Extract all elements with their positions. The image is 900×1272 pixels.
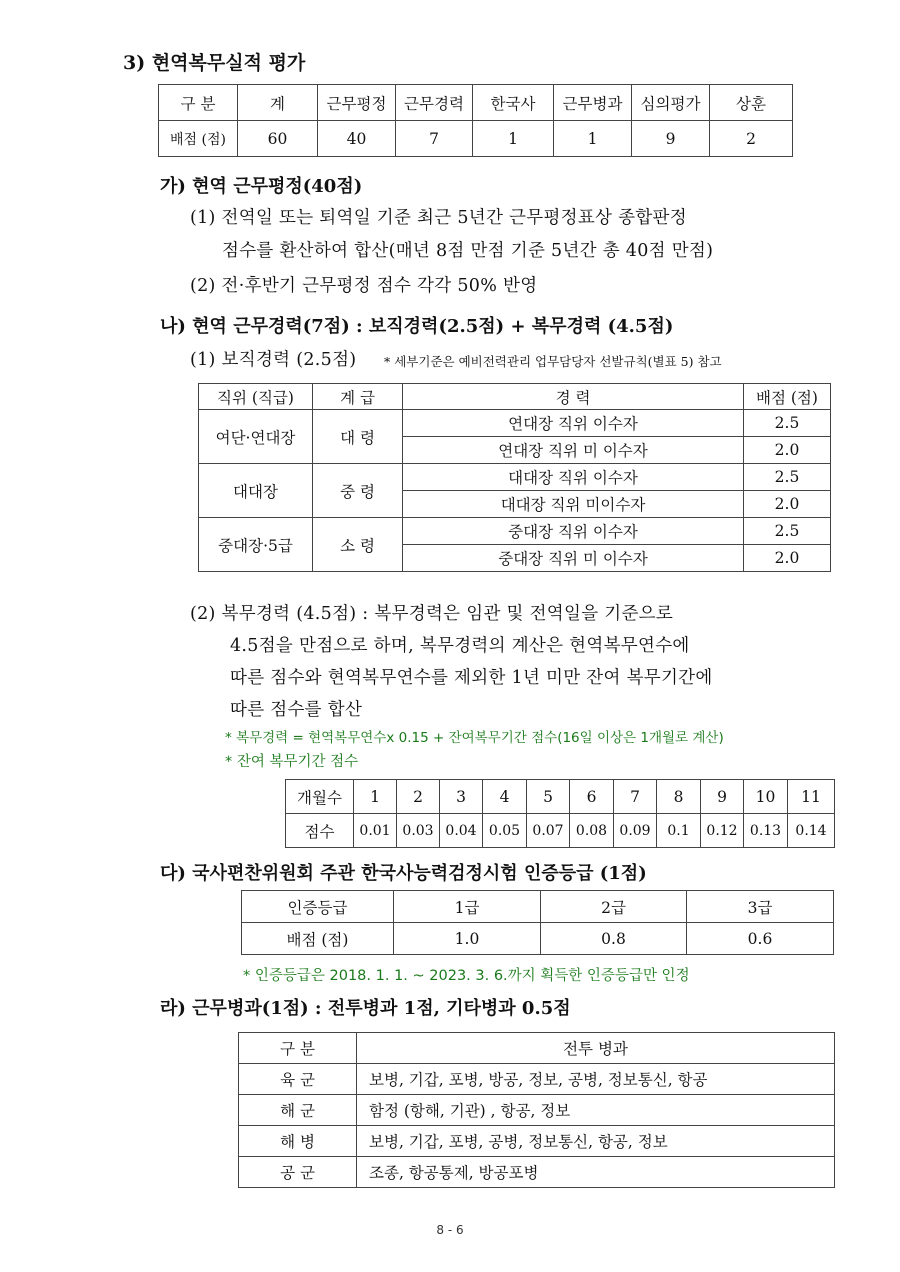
month-score-cell: 0.08 — [570, 814, 614, 848]
month-cell: 3 — [440, 780, 483, 814]
allocation-header: 심의평가 — [632, 85, 710, 121]
branch-header: 구 분 — [239, 1033, 357, 1064]
month-score-cell: 0.13 — [744, 814, 788, 848]
branch-service-cell: 해 병 — [239, 1126, 357, 1157]
page-number: 8 - 6 — [436, 1223, 464, 1237]
month-cell: 1 — [354, 780, 397, 814]
allocation-header: 근무병과 — [554, 85, 632, 121]
career-cell: 연대장 직위 이수자 — [403, 410, 744, 437]
allocation-value: 1 — [473, 121, 554, 157]
na-note-formula: * 복무경력 = 현역복무연수x 0.15 + 잔여복무기간 점수(16일 이상은 1개월로 계산) — [225, 730, 724, 746]
score-cell: 2.0 — [744, 491, 831, 518]
scores-label: 점수 — [286, 814, 354, 848]
month-cell: 4 — [483, 780, 527, 814]
month-cell: 8 — [657, 780, 701, 814]
branch-service-cell: 해 군 — [239, 1095, 357, 1126]
month-cell: 7 — [614, 780, 657, 814]
allocation-header: 계 — [238, 85, 318, 121]
allocation-header: 근무평정 — [318, 85, 396, 121]
na-item-1-note: * 세부기준은 예비전력관리 업무담당자 선발규칙(별표 5) 참고 — [384, 354, 722, 369]
branch-service-cell: 육 군 — [239, 1064, 357, 1095]
allocation-table — [158, 84, 793, 157]
grade-label: 인증등급 — [242, 891, 394, 923]
position-cell: 여단·연대장 — [199, 410, 313, 464]
allocation-header: 상훈 — [710, 85, 793, 121]
branch-value-cell: 보병, 기갑, 포병, 방공, 정보, 공병, 정보통신, 항공 — [357, 1064, 835, 1095]
allocation-header: 구 분 — [159, 85, 238, 121]
allocation-value: 40 — [318, 121, 396, 157]
grade-score-cell: 1.0 — [394, 923, 541, 955]
month-cell: 9 — [701, 780, 744, 814]
position-career-table — [198, 383, 831, 572]
month-score-cell: 0.04 — [440, 814, 483, 848]
da-note: * 인증등급은 2018. 1. 1. ~ 2023. 3. 6.까지 획득한 인증등급만 인정 — [243, 968, 690, 984]
score-cell: 2.0 — [744, 545, 831, 572]
score-cell: 2.5 — [744, 410, 831, 437]
month-score-cell: 0.14 — [788, 814, 835, 848]
score-cell: 2.5 — [744, 464, 831, 491]
grade-score-label: 배점 (점) — [242, 923, 394, 955]
korean-history-table — [241, 890, 834, 955]
branch-value-cell: 함정 (항해, 기관) , 항공, 정보 — [357, 1095, 835, 1126]
month-cell: 6 — [570, 780, 614, 814]
month-cell: 2 — [397, 780, 440, 814]
subsection-ra-title: 라) 근무병과(1점) : 전투병과 1점, 기타병과 0.5점 — [160, 998, 571, 1019]
na-item-2-line-1: (2) 복무경력 (4.5점) : 복무경력은 임관 및 전역일을 기준으로 — [190, 604, 674, 624]
ga-item-2: (2) 전·후반기 근무평정 점수 각각 50% 반영 — [190, 276, 538, 296]
na-note-remaining: * 잔여 복무기간 점수 — [225, 754, 359, 770]
grade-cell: 2급 — [541, 891, 687, 923]
ga-item-1-line-1: (1) 전역일 또는 퇴역일 기준 최근 5년간 근무평정표상 종합판정 — [190, 208, 687, 228]
month-cell: 10 — [744, 780, 788, 814]
allocation-row-label: 배점 (점) — [159, 121, 238, 157]
score-cell: 2.0 — [744, 437, 831, 464]
score-cell: 2.5 — [744, 518, 831, 545]
rank-cell: 중 령 — [313, 464, 403, 518]
career-cell: 대대장 직위 미이수자 — [403, 491, 744, 518]
branch-value-cell: 조종, 항공통제, 방공포병 — [357, 1157, 835, 1188]
month-score-cell: 0.12 — [701, 814, 744, 848]
career-header: 경 력 — [403, 384, 744, 410]
career-cell: 중대장 직위 미 이수자 — [403, 545, 744, 572]
branch-value-cell: 보병, 기갑, 포병, 공병, 정보통신, 항공, 정보 — [357, 1126, 835, 1157]
month-score-cell: 0.07 — [527, 814, 570, 848]
grade-score-cell: 0.8 — [541, 923, 687, 955]
month-cell: 5 — [527, 780, 570, 814]
allocation-header: 한국사 — [473, 85, 554, 121]
remaining-months-table — [285, 779, 835, 848]
na-item-2-line-4: 따른 점수를 합산 — [230, 700, 363, 720]
allocation-value: 1 — [554, 121, 632, 157]
subsection-ga-title: 가) 현역 근무평정(40점) — [160, 176, 363, 197]
na-item-2-line-3: 따른 점수와 현역복무연수를 제외한 1년 미만 잔여 복무기간에 — [230, 668, 713, 688]
career-cell: 중대장 직위 이수자 — [403, 518, 744, 545]
month-score-cell: 0.1 — [657, 814, 701, 848]
month-score-cell: 0.05 — [483, 814, 527, 848]
grade-score-cell: 0.6 — [687, 923, 834, 955]
branch-header: 전투 병과 — [357, 1033, 835, 1064]
allocation-value: 60 — [238, 121, 318, 157]
career-cell: 연대장 직위 미 이수자 — [403, 437, 744, 464]
branch-service-cell: 공 군 — [239, 1157, 357, 1188]
grade-cell: 3급 — [687, 891, 834, 923]
grade-cell: 1급 — [394, 891, 541, 923]
month-score-cell: 0.01 — [354, 814, 397, 848]
month-cell: 11 — [788, 780, 835, 814]
branch-table — [238, 1032, 835, 1188]
allocation-value: 2 — [710, 121, 793, 157]
subsection-da-title: 다) 국사편찬위원회 주관 한국사능력검정시험 인증등급 (1점) — [160, 863, 647, 884]
na-item-2-line-2: 4.5점을 만점으로 하며, 복무경력의 계산은 현역복무연수에 — [230, 636, 690, 656]
career-header: 배점 (점) — [744, 384, 831, 410]
months-label: 개월수 — [286, 780, 354, 814]
career-header: 계 급 — [313, 384, 403, 410]
position-cell: 대대장 — [199, 464, 313, 518]
allocation-header: 근무경력 — [396, 85, 473, 121]
allocation-value: 7 — [396, 121, 473, 157]
ga-item-1-line-2: 점수를 환산하여 합산(매년 8점 만점 기준 5년간 총 40점 만점) — [222, 241, 714, 261]
career-header: 직위 (직급) — [199, 384, 313, 410]
section-3-title: 3) 현역복무실적 평가 — [123, 52, 306, 74]
career-cell: 대대장 직위 이수자 — [403, 464, 744, 491]
rank-cell: 대 령 — [313, 410, 403, 464]
na-item-1-label: (1) 보직경력 (2.5점) — [190, 350, 357, 370]
position-cell: 중대장·5급 — [199, 518, 313, 572]
rank-cell: 소 령 — [313, 518, 403, 572]
month-score-cell: 0.03 — [397, 814, 440, 848]
allocation-value: 9 — [632, 121, 710, 157]
month-score-cell: 0.09 — [614, 814, 657, 848]
subsection-na-title: 나) 현역 근무경력(7점) : 보직경력(2.5점) + 복무경력 (4.5점) — [160, 316, 674, 337]
